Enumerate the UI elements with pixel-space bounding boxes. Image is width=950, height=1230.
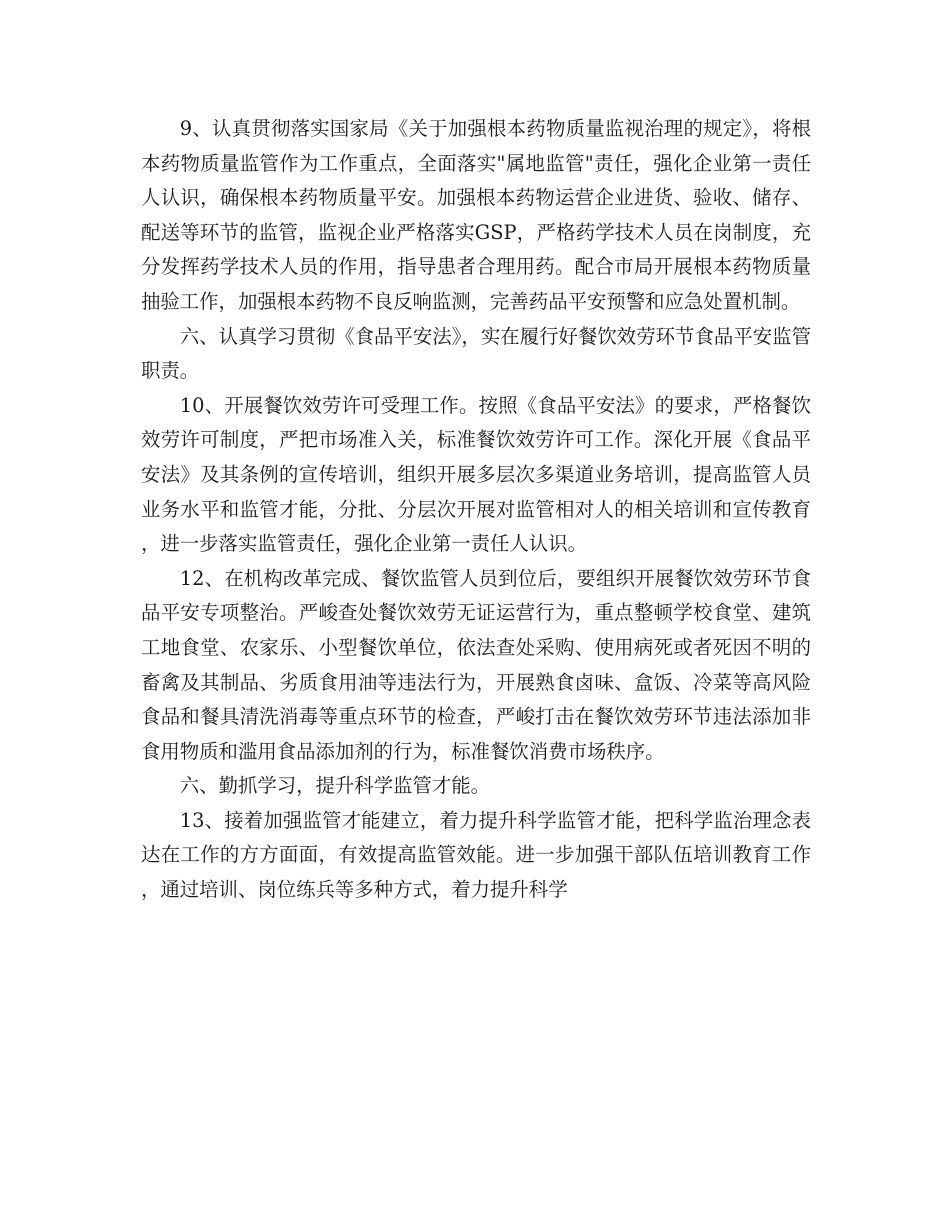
section-heading-food-safety: 六、认真学习贯彻《食品平安法》，实在履行好餐饮效劳环节食品平安监管职责。	[141, 324, 811, 383]
section-heading-study: 六、勤抓学习，提升科学监管才能。	[179, 774, 491, 798]
paragraph-item-9: 9、认真贯彻落实国家局《关于加强根本药物质量监视治理的规定》，将根本药物质量监管作为工作重点，全面落实"属地监管"责任，强化企业第一责任人认识，确保根本药物质量平安。加强根本药物运营企业进货、验收、储存、配送等环节的监管，监视企业严格落实GSP，严格药学技术人员在岗制度，充分发挥药学技术人员的作用，指导患者合理用药。配合市局开展根本药物质量抽验工作，加强根本药物不良反响监测，完善药品平安预警和应急处置机制。	[141, 117, 811, 313]
document-body	[141, 112, 811, 908]
paragraph-item-12: 12、在机构改革完成、餐饮监管人员到位后，要组织开展餐饮效劳环节食品平安专项整治。严峻查处餐饮效劳无证运营行为，重点整顿学校食堂、建筑工地食堂、农家乐、小型餐饮单位，依法查处采购、使用病死或者死因不明的畜禽及其制品、劣质食用油等违法行为，开展熟食卤味、盒饭、冷菜等高风险食品和餐具清洗消毒等重点环节的检查，严峻打击在餐饮效劳环节违法添加非食用物质和滥用食品添加剂的行为，标准餐饮消费市场秩序。	[141, 566, 811, 763]
paragraph-item-13: 13、接着加强监管才能建立，着力提升科学监管才能，把科学监治理念表达在工作的方方面面，有效提高监管效能。进一步加强干部队伍培训教育工作，通过培训、岗位练兵等多种方式，着力提升科学	[141, 808, 811, 902]
paragraph-item-10: 10、开展餐饮效劳许可受理工作。按照《食品平安法》的要求，严格餐饮效劳许可制度，严把市场准入关，标准餐饮效劳许可工作。深化开展《食品平安法》及其条例的宣传培训，组织开展多层次多渠道业务培训，提高监管人员业务水平和监管才能，分批、分层次开展对监管相对人的相关培训和宣传教育，进一步落实监管责任，强化企业第一责任人认识。	[141, 393, 811, 556]
